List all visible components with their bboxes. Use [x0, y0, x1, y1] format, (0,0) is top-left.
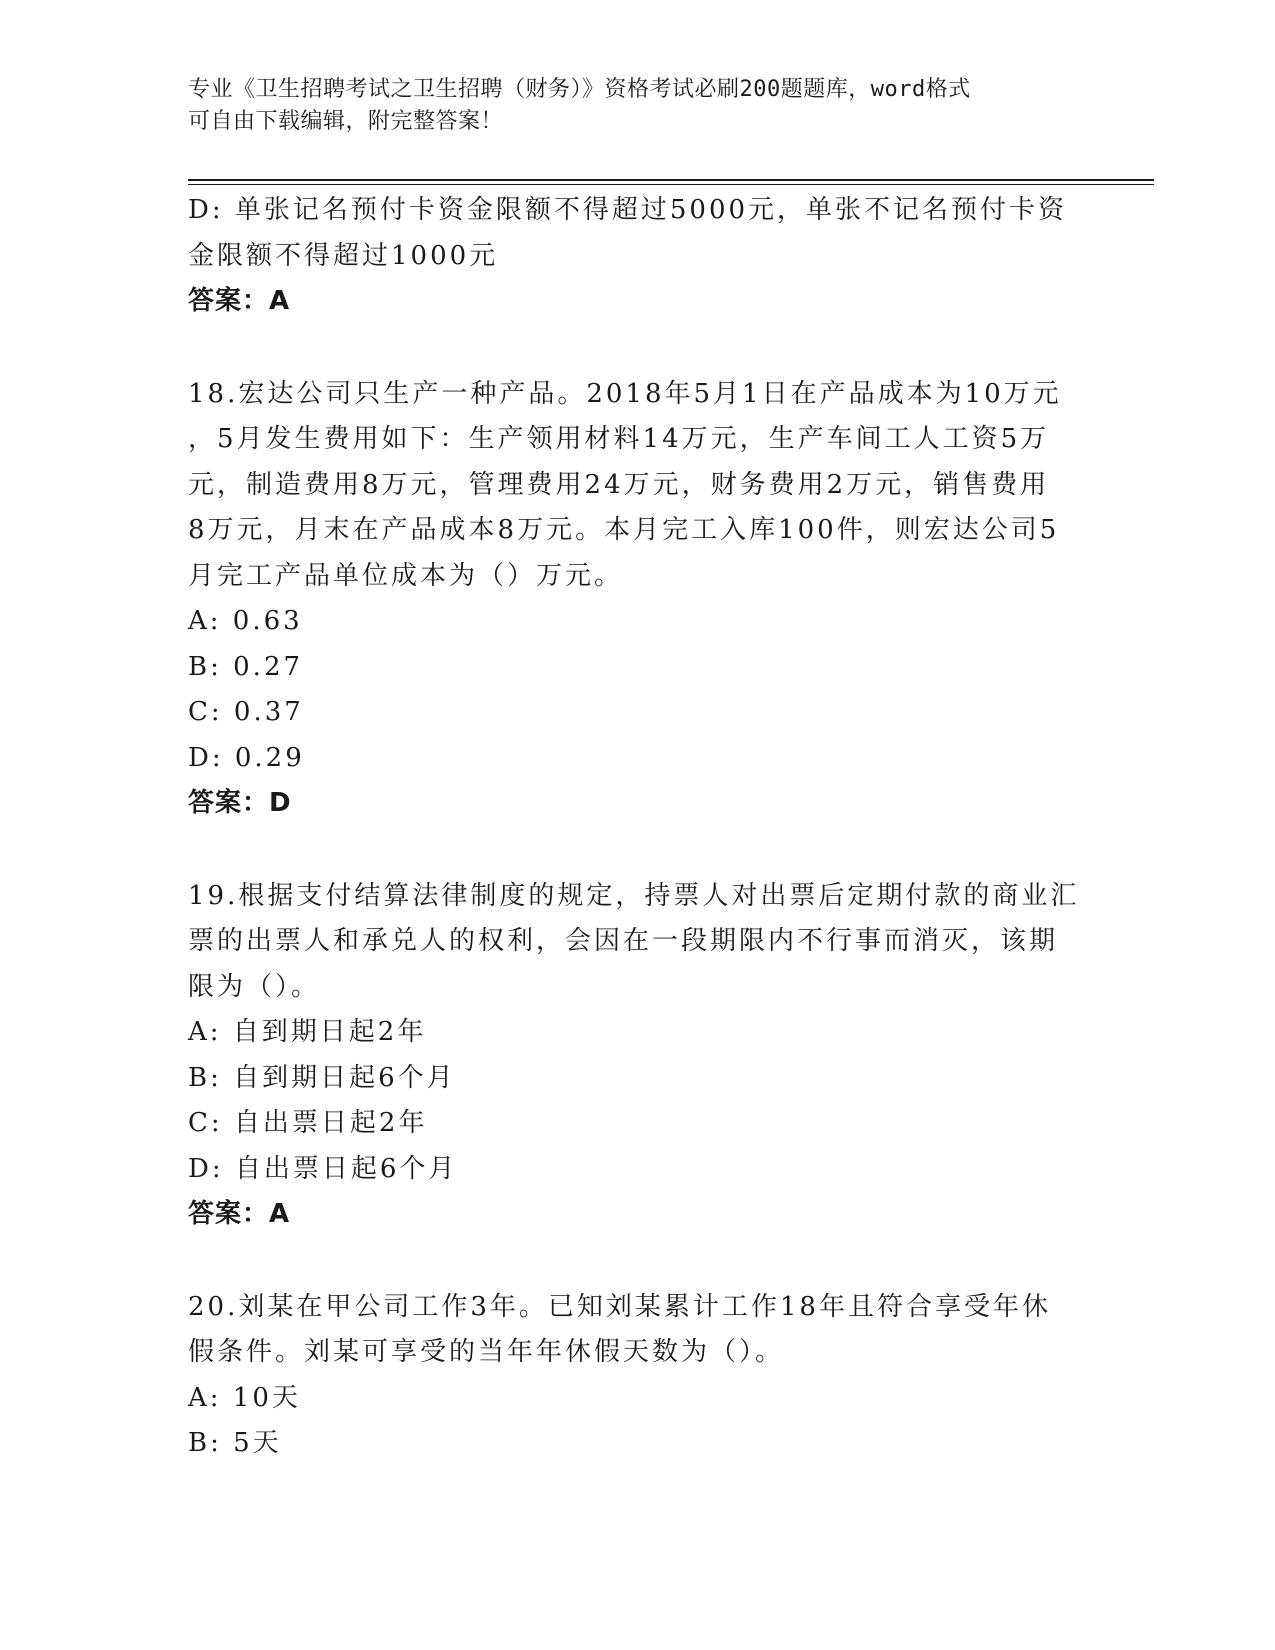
question-text-line: 限为（）。	[188, 971, 321, 1002]
question-text-line: 20.刘某在甲公司工作3年。已知刘某累计工作18年且符合享受年休	[188, 1291, 1051, 1322]
question-text-line: 假条件。刘某可享受的当年年休假天数为（）。	[188, 1337, 785, 1367]
option-b: B: 自到期日起6个月	[188, 1062, 456, 1093]
question-text-line: 8万元，月末在产品成本8万元。本月完工入库100件，则宏达公司5	[188, 515, 1060, 545]
header-title-line-1: 专业《卫生招聘考试之卫生招聘（财务）》资格考试必刷200题题库，word格式	[188, 77, 971, 102]
question-text-line: 月完工产品单位成本为（）万元。	[188, 560, 624, 591]
answer-line: 答案：A	[188, 286, 291, 316]
option-d: D: 0.29	[188, 742, 305, 773]
document-header	[188, 74, 1068, 138]
question-text-line: ，5月发生费用如下：生产领用材料14万元，生产车间工人工资5万	[188, 424, 1050, 454]
option-d: D: 自出票日起6个月	[188, 1153, 458, 1184]
question-18	[188, 372, 1088, 827]
option-b: B: 0.27	[188, 651, 304, 682]
header-title-line-2: 可自由下载编辑，附完整答案！	[188, 109, 504, 134]
header-divider-thick	[188, 179, 1154, 181]
answer-line: 答案：D	[188, 788, 292, 818]
spacer	[188, 325, 1088, 372]
question-text-line: 18.宏达公司只生产一种产品。2018年5月1日在产品成本为10万元	[188, 378, 1062, 409]
question-text-line: 元，制造费用8万元，管理费用24万元，财务费用2万元，销售费用	[188, 469, 1050, 500]
option-c: C: 0.37	[188, 697, 304, 727]
spacer	[188, 1238, 1088, 1285]
option-d-line: 金限额不得超过1000元	[188, 240, 499, 271]
option-d-line: D: 单张记名预付卡资金限额不得超过5000元，单张不记名预付卡资	[188, 195, 1068, 225]
option-b: B: 5天	[188, 1428, 282, 1458]
option-c: C: 自出票日起2年	[188, 1108, 428, 1138]
question-text-line: 19.根据支付结算法律制度的规定，持票人对出票后定期付款的商业汇	[188, 880, 1080, 911]
option-a: A: 自到期日起2年	[188, 1017, 427, 1047]
question-text-line: 票的出票人和承兑人的权利，会因在一段期限内不行事而消灭，该期	[188, 926, 1059, 956]
question-content	[188, 188, 1088, 1467]
answer-line: 答案：A	[188, 1199, 291, 1229]
option-a: A: 0.63	[188, 606, 303, 636]
spacer	[188, 827, 1088, 874]
option-a: A: 10天	[188, 1382, 301, 1413]
previous-question	[188, 188, 1088, 325]
question-19	[188, 874, 1088, 1238]
header-divider-thin	[188, 184, 1154, 185]
question-20	[188, 1285, 1088, 1467]
